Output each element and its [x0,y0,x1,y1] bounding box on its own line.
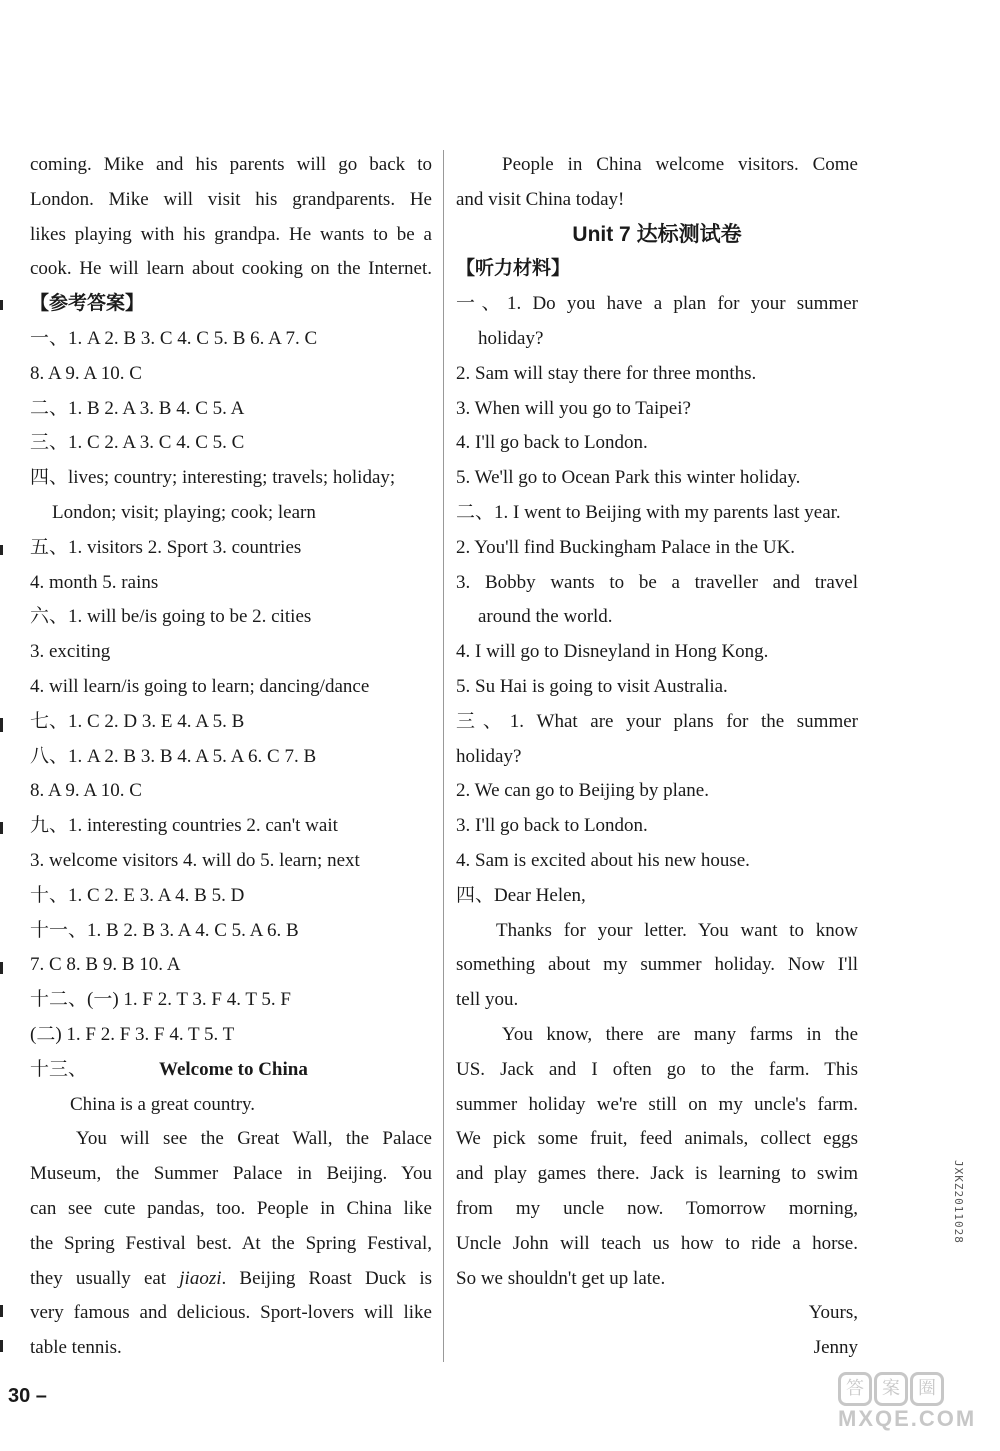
letter-closing: Yours, [808,1302,858,1324]
listening-heading: 【听力材料】 [456,258,571,280]
text-line: You will see the Great Wall, the Palace [76,1128,432,1150]
watermark-chars [838,1372,988,1406]
answer-line: 十、1. C 2. E 3. A 4. B 5. D [30,884,245,906]
answer-line: 一、1. A 2. B 3. C 4. C 5. B 6. A 7. C [30,327,318,349]
text-span: . Beijing Roast Duck is [221,1267,432,1289]
passage-title-line [30,1053,432,1088]
right-column [456,148,858,1366]
watermark-char: 答 [838,1372,872,1406]
answer-line: 二、1. B 2. A 3. B 4. C 5. A [30,397,245,419]
script-line: 三、1. What are your plans for the summer [456,710,858,732]
text-line: People in China welcome visitors. Come [502,154,858,175]
answer-line: (二) 1. F 2. F 3. F 4. T 5. T [30,1023,235,1045]
answer-line: 八、1. A 2. B 3. B 4. A 5. A 6. C 7. B [30,745,317,767]
answer-line: 7. C 8. B 9. B 10. A [30,954,181,976]
script-line: around the world. [478,606,613,628]
script-line: holiday? [456,745,522,767]
section-number: 十三、 [30,1058,88,1080]
page-number: 30 – [8,1385,47,1407]
script-line: 二、1. I went to Beijing with my parents last year. [456,501,841,523]
script-line: 3. I'll go back to London. [456,815,648,837]
script-line: 4. I will go to Disneyland in Hong Kong. [456,641,769,663]
letter-line: something about my summer holiday. Now I'll [456,954,858,976]
letter-signature: Jenny [813,1337,858,1359]
scan-edge-mark [0,1340,3,1352]
watermark-url: MXQE.COM [838,1406,977,1431]
unit-title: Unit 7 达标测试卷 [572,222,742,246]
letter-line: tell you. [456,989,519,1011]
answer-line: 4. will learn/is going to learn; dancing/dance [30,675,370,697]
answer-line: 8. A 9. A 10. C [30,780,142,802]
script-line: 3. When will you go to Taipei? [456,397,691,419]
answer-line: 8. A 9. A 10. C [30,362,142,384]
scan-edge-mark [0,545,3,555]
answer-line: 4. month 5. rains [30,571,159,593]
scan-edge-mark [0,300,3,310]
script-line: 5. Su Hai is going to visit Australia. [456,675,728,697]
scan-edge-mark [0,1305,3,1317]
text-line: cook. He will learn about cooking on the Internet. [30,258,432,280]
script-line: 5. We'll go to Ocean Park this winter holiday. [456,467,801,489]
letter-line: and play games there. Jack is learning to swim [456,1163,858,1185]
letter-line: from my uncle now. Tomorrow morning, [456,1197,858,1219]
script-line: 2. We can go to Beijing by plane. [456,780,709,802]
text-line: China is a great country. [70,1093,256,1115]
answer-line: 三、1. C 2. A 3. C 4. C 5. C [30,432,245,454]
script-line: holiday? [478,327,544,349]
text-line: London. Mike will visit his grandparents. He [30,188,432,210]
answer-line: London; visit; playing; cook; learn [52,501,316,523]
watermark-char: 圈 [910,1372,944,1406]
letter-line: We pick some fruit, feed animals, collect eggs [456,1128,858,1150]
text-line: the Spring Festival best. At the Spring Festival, [30,1232,432,1254]
passage-title: Welcome to China [159,1058,308,1080]
side-code: JXKZ2011028 [952,1160,965,1244]
scan-edge-mark [0,822,3,834]
answer-line: 3. exciting [30,641,111,663]
letter-line: So we shouldn't get up late. [456,1267,666,1289]
script-line: 2. You'll find Buckingham Palace in the UK. [456,536,796,558]
column-divider [443,150,444,1362]
scan-edge-mark [0,962,3,974]
answer-line: 四、lives; country; interesting; travels; holiday; [30,467,396,489]
text-line: table tennis. [30,1337,122,1359]
text-span: they usually eat [30,1267,180,1289]
text-line: coming. Mike and his parents will go back to [30,154,432,175]
watermark-logo [838,1372,988,1444]
answer-line: 七、1. C 2. D 3. E 4. A 5. B [30,710,245,732]
text-line: very famous and delicious. Sport-lovers will like [30,1302,432,1324]
italic-word: jiaozi [179,1267,222,1289]
answers-heading: 【参考答案】 [30,293,145,315]
letter-line: summer holiday we're still on my uncle's farm. [456,1093,858,1115]
script-line: 4. I'll go back to London. [456,432,648,454]
text-line: Museum, the Summer Palace in Beijing. You [30,1163,432,1185]
script-line: 一、1. Do you have a plan for your summer [456,293,858,315]
answer-line: 十一、1. B 2. B 3. A 4. C 5. A 6. B [30,919,299,941]
text-line: can see cute pandas, too. People in China like [30,1197,432,1219]
script-line: 4. Sam is excited about his new house. [456,849,750,871]
letter-line: Uncle John will teach us how to ride a horse. [456,1232,858,1254]
letter-line: You know, there are many farms in the [502,1023,858,1045]
script-line: 四、Dear Helen, [456,884,586,906]
scan-edge-mark [0,718,3,732]
text-line [30,1262,432,1297]
answer-line: 九、1. interesting countries 2. can't wait [30,815,338,837]
answer-line: 六、1. will be/is going to be 2. cities [30,606,312,628]
script-line: 3. Bobby wants to be a traveller and travel [456,571,858,593]
answer-line: 五、1. visitors 2. Sport 3. countries [30,536,302,558]
letter-line: US. Jack and I often go to the farm. This [456,1058,858,1080]
text-line: and visit China today! [456,188,625,210]
left-column [30,148,432,1366]
answer-line: 3. welcome visitors 4. will do 5. learn; next [30,849,360,871]
text-line: likes playing with his grandpa. He wants to be a [30,223,432,245]
answer-line: 十二、(一) 1. F 2. T 3. F 4. T 5. F [30,989,291,1011]
script-line: 2. Sam will stay there for three months. [456,362,757,384]
letter-line: Thanks for your letter. You want to know [496,919,858,941]
watermark-char: 案 [874,1372,908,1406]
